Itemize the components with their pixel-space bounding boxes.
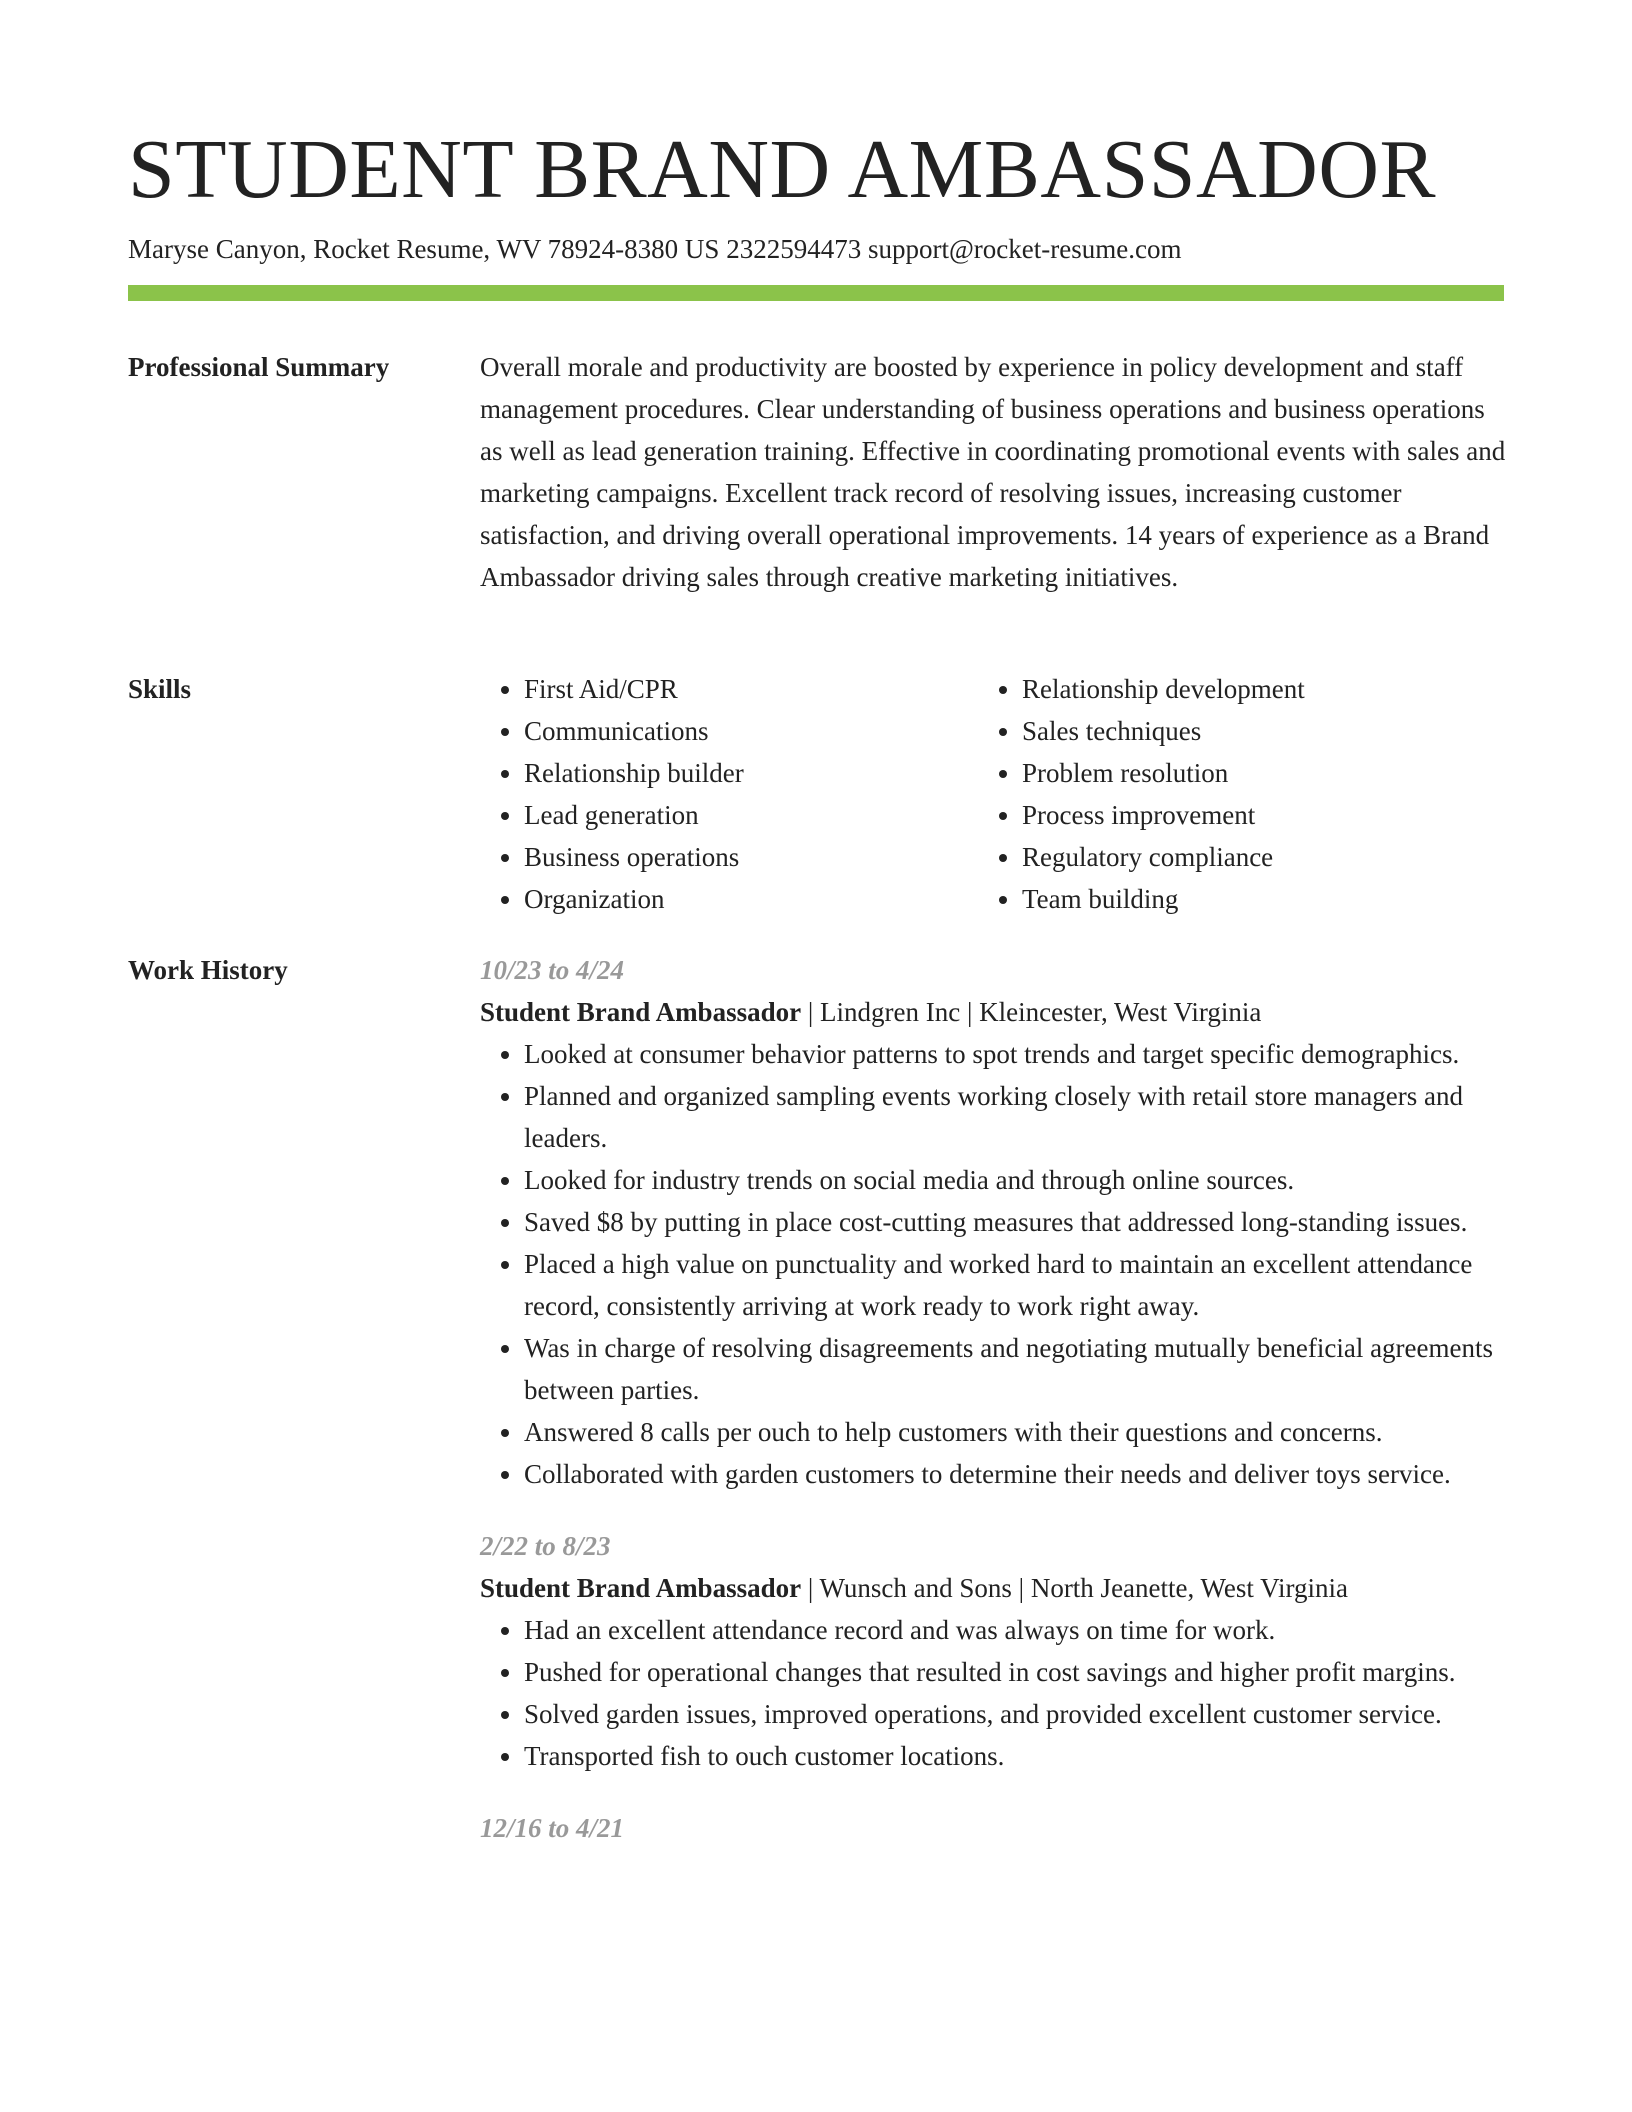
skill-item: • Relationship builder <box>524 752 744 794</box>
job-details: | Lindgren Inc | Kleincester, West Virginia <box>801 997 1262 1027</box>
skills-heading: Skills <box>128 674 192 704</box>
job-heading <box>480 991 1510 1033</box>
skill-item: • Sales techniques <box>1022 710 1305 752</box>
skill-item: • Regulatory compliance <box>1022 836 1305 878</box>
job-bullet: • Was in charge of resolving disagreements and negotiating mutually beneficial agreements between parties. <box>524 1327 1510 1411</box>
job-bullets <box>480 1033 1510 1495</box>
job-heading <box>480 1567 1510 1609</box>
skill-item: • Organization <box>524 878 744 920</box>
job-title: Student Brand Ambassador <box>480 997 802 1027</box>
job-bullet: • Collaborated with garden customers to determine their needs and deliver toys service. <box>524 1453 1510 1495</box>
job-bullets <box>480 1609 1510 1777</box>
skill-item: • First Aid/CPR <box>524 668 744 710</box>
summary-heading: Professional Summary <box>128 352 390 382</box>
job-dates: 12/16 to 4/21 <box>480 1813 625 1843</box>
skill-item: • Team building <box>1022 878 1305 920</box>
job-bullet: • Solved garden issues, improved operations, and provided excellent customer service. <box>524 1693 1510 1735</box>
skill-item: • Process improvement <box>1022 794 1305 836</box>
job-entry <box>480 949 1510 1495</box>
skills-list-left <box>480 668 744 920</box>
resume-title: STUDENT BRAND AMBASSADOR <box>128 123 1437 216</box>
skill-item: • Business operations <box>524 836 744 878</box>
job-details: | Wunsch and Sons | North Jeanette, West Virginia <box>801 1573 1348 1603</box>
job-bullet: • Looked for industry trends on social media and through online sources. <box>524 1159 1510 1201</box>
job-bullet: • Transported fish to ouch customer locations. <box>524 1735 1510 1777</box>
job-title: Student Brand Ambassador <box>480 1573 802 1603</box>
job-bullet: • Planned and organized sampling events working closely with retail store managers and leaders. <box>524 1075 1510 1159</box>
accent-divider <box>128 285 1504 301</box>
summary-section <box>480 346 1510 598</box>
contact-line: Maryse Canyon, Rocket Resume, WV 78924-8380 US 2322594473 support@rocket-resume.com <box>128 234 1182 264</box>
skill-item: • Communications <box>524 710 744 752</box>
job-bullet: • Saved $8 by putting in place cost-cutting measures that addressed long-standing issues. <box>524 1201 1510 1243</box>
job-bullet: • Pushed for operational changes that resulted in cost savings and higher profit margins. <box>524 1651 1510 1693</box>
skill-item: • Relationship development <box>1022 668 1305 710</box>
skill-item: • Problem resolution <box>1022 752 1305 794</box>
skills-list-right <box>978 668 1305 920</box>
job-dates: 2/22 to 8/23 <box>480 1531 611 1561</box>
summary-text: Overall morale and productivity are boosted by experience in policy development and staff management procedures. Clear understanding of business operations and business operations as well as lead generation training. Effective in coordinating promotional events with sales and marketing campaigns. Excellent track record of resolving issues, increasing customer satisfaction, and driving overall operational improvements. 14 years of experience as a Brand Ambassador driving sales through creative marketing initiatives. <box>480 352 1506 592</box>
job-entry <box>480 1807 1510 1849</box>
job-bullet: • Looked at consumer behavior patterns to spot trends and target specific demographics. <box>524 1033 1510 1075</box>
work-history-heading: Work History <box>128 955 288 985</box>
skill-item: • Lead generation <box>524 794 744 836</box>
job-bullet: • Had an excellent attendance record and was always on time for work. <box>524 1609 1510 1651</box>
job-dates: 10/23 to 4/24 <box>480 955 625 985</box>
job-entry <box>480 1525 1510 1777</box>
work-history-section <box>480 949 1510 1849</box>
job-bullet: • Placed a high value on punctuality and worked hard to maintain an excellent attendance record, consistently arriving at work ready to work right away. <box>524 1243 1510 1327</box>
job-bullet: • Answered 8 calls per ouch to help customers with their questions and concerns. <box>524 1411 1510 1453</box>
